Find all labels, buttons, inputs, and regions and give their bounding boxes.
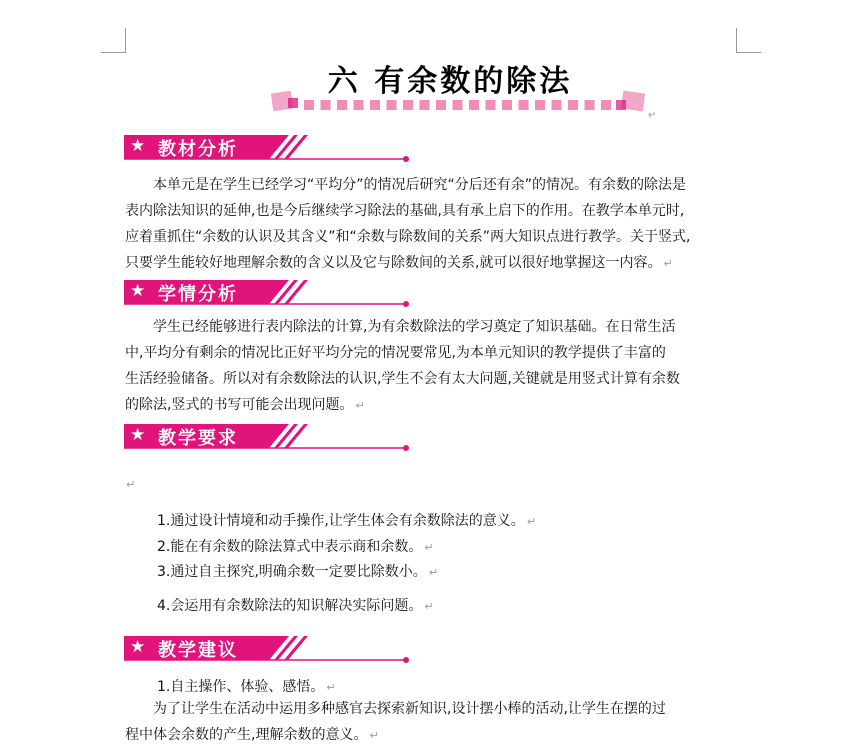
crop-mark-top-right: [736, 28, 761, 53]
title-decoration-square: [370, 100, 380, 110]
section-label-suggestions: 教学建议: [158, 640, 238, 661]
title-decoration-square: [436, 100, 446, 110]
title-decoration-square: [469, 100, 479, 110]
section-label-analysis: 教材分析: [158, 139, 238, 160]
crop-mark-top-left: [101, 28, 126, 53]
section-banner-analysis: [124, 133, 414, 163]
star-icon: ★: [130, 136, 146, 156]
title-decoration-square: [304, 100, 314, 110]
title-decoration-square: [321, 100, 331, 110]
star-icon: ★: [130, 425, 146, 445]
title-decoration-square: [387, 100, 397, 110]
title-decoration-square: [585, 100, 595, 110]
title-decoration-square: [354, 100, 364, 110]
title-decoration-square: [535, 100, 545, 110]
title-decoration-square: [337, 100, 347, 110]
text-line: 程中体会余数的产生,理解余数的意义。: [125, 727, 368, 743]
text-line: 的除法,竖式的书写可能会出现问题。: [125, 397, 354, 413]
text-line: 为了让学生在活动中运用多种感官去探索新知识,设计摆小棒的活动,让学生在摆的过: [153, 701, 666, 717]
paragraph-mark: ↵: [369, 729, 379, 742]
title-decoration-square: [601, 100, 611, 110]
star-icon: ★: [130, 637, 146, 657]
title-decoration-square: [552, 100, 562, 110]
text-line: 表内除法知识的延伸,也是今后继续学习除法的基础,具有承上启下的作用。在教学本单元时,: [125, 203, 685, 219]
paragraph-mark: ↵: [126, 478, 136, 491]
page-title: 六 有余数的除法: [327, 64, 573, 99]
paragraph-mark: ↵: [355, 399, 365, 412]
text-line: 只要学生能较好地理解余数的含义以及它与除数间的关系,就可以很好地掌握这一内容。: [125, 255, 662, 271]
analysis-paragraph: [125, 172, 745, 277]
star-icon: ★: [130, 281, 146, 301]
section-label-learning: 学情分析: [158, 284, 238, 305]
text-line: 应着重抓住“余数的认识及其含义”和“余数与除数间的关系”两大知识点进行教学。关于竖式,: [125, 229, 691, 245]
requirement-item-1: 1.通过设计情境和动手操作,让学生体会有余数除法的意义。 ↵: [157, 513, 537, 529]
section-banner-suggestions: [124, 634, 414, 664]
paragraph-mark: ↵: [663, 257, 673, 270]
text-line: 本单元是在学生已经学习“平均分”的情况后研究“分后还有余”的情况。有余数的除法是: [153, 177, 687, 193]
title-decoration-square: [403, 100, 413, 110]
requirement-item-3: 3.通过自主探究,明确余数一定要比除数小。 ↵: [157, 564, 439, 580]
title-decoration-square: [502, 100, 512, 110]
title-decoration-square: [420, 100, 430, 110]
section-banner-learning: [124, 278, 414, 308]
section-label-requirements: 教学要求: [158, 428, 238, 449]
text-line: 学生已经能够进行表内除法的计算,为有余数除法的学习奠定了知识基础。在日常生活: [153, 319, 676, 335]
text-line: 中,平均分有剩余的情况比正好平均分完的情况要常见,为本单元知识的教学提供了丰富的: [125, 345, 666, 361]
suggestions-paragraph: [125, 696, 745, 749]
section-banner-requirements: [124, 422, 414, 452]
title-decoration: [270, 88, 660, 118]
text-line: 生活经验储备。所以对有余数除法的认识,学生不会有太大问题,关键就是用竖式计算有余数: [125, 371, 680, 387]
title-decoration-square: [519, 100, 529, 110]
learning-paragraph: [125, 314, 745, 419]
title-decoration-square: [568, 100, 578, 110]
title-decoration-square: [453, 100, 463, 110]
title-decoration-square: [486, 100, 496, 110]
svg-text:↵: ↵: [648, 110, 657, 118]
requirement-item-2: 2.能在有余数的除法算式中表示商和余数。 ↵: [157, 539, 434, 555]
requirement-item-4: 4.会运用有余数除法的知识解决实际问题。 ↵: [157, 598, 434, 614]
suggestion-item-1: 1.自主操作、体验、感悟。 ↵: [157, 679, 336, 695]
